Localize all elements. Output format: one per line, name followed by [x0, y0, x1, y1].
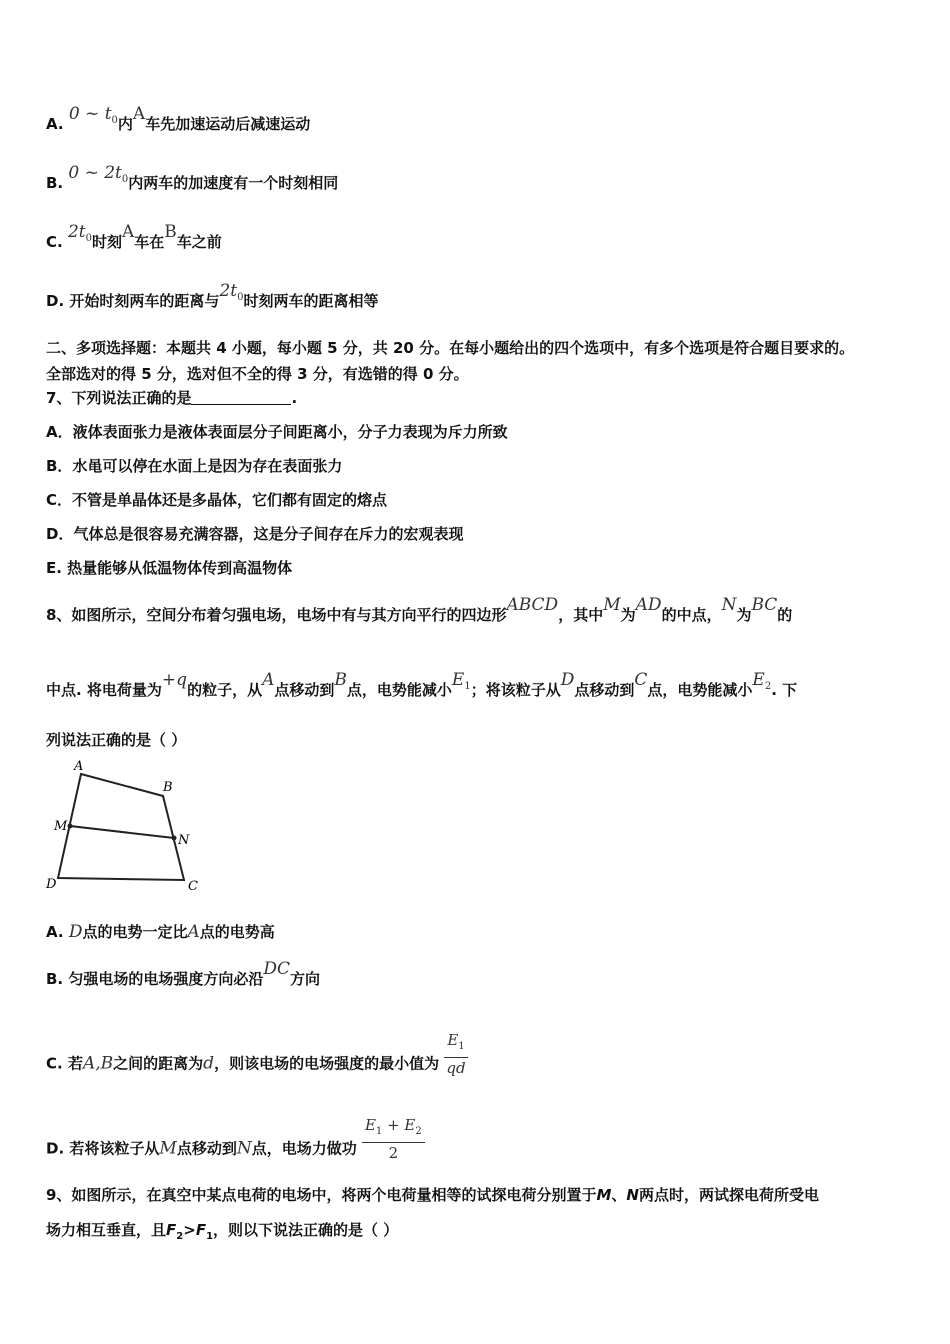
math-text: E	[404, 1116, 416, 1134]
point-m	[68, 824, 73, 829]
option-label: B.	[46, 174, 64, 192]
var-a: A	[262, 670, 275, 690]
text: >	[183, 1221, 196, 1239]
text: 内	[117, 115, 133, 133]
math-sub: 2	[764, 681, 772, 692]
section2-line2: 全部选对的得 5 分，选对但不全的得 3 分，有选错的得 0 分。	[46, 365, 469, 383]
math-sub: 2	[415, 1126, 422, 1137]
math-sub: 0	[111, 115, 118, 126]
math-2t0	[219, 281, 244, 303]
text: 7、下列说法正确的是	[46, 389, 192, 407]
math-text: E	[752, 670, 765, 690]
label-n: N	[178, 833, 190, 848]
q7-option-b: B．水黾可以停在水面上是因为存在表面张力	[46, 457, 343, 475]
math-0-t0	[68, 104, 118, 126]
segment-mn	[70, 826, 174, 838]
label-b: B	[163, 780, 173, 795]
text: 车之前	[176, 233, 222, 251]
text: 点，电势能减小	[647, 681, 753, 699]
quadrilateral-figure	[40, 758, 210, 898]
point-n	[172, 836, 177, 841]
fraction-e1-plus-e2-over-2	[362, 1115, 425, 1163]
var-ad: AD	[635, 595, 662, 615]
var-dc: DC	[263, 959, 291, 979]
text: ；将该粒子从	[470, 681, 561, 699]
text: 8、如图所示，空间分布着匀强电场，电场中有与其方向平行的四边形	[46, 606, 507, 624]
math-text: 0 ~ t	[68, 104, 112, 124]
text: 开始时刻两车的距离与	[69, 292, 220, 310]
var-b: B	[334, 670, 347, 690]
text: 车在	[134, 233, 165, 251]
text: 点，电场力做功	[251, 1139, 357, 1158]
fraction-e1-qd	[444, 1030, 467, 1078]
text: . 下	[771, 681, 798, 699]
var-n: N	[236, 1138, 252, 1159]
text: 若将该粒子从	[69, 1139, 160, 1158]
text: 的粒子，从	[187, 681, 263, 699]
math-e1	[451, 670, 471, 692]
math-sub: 1	[458, 1041, 465, 1052]
q7-option-c: C．不管是单晶体还是多晶体，它们都有固定的熔点	[46, 491, 388, 509]
var-d: d	[203, 1053, 215, 1074]
text: 9、如图所示，在真空中某点电荷的电场中，将两个电荷量相等的试探电荷分别置于	[46, 1186, 597, 1204]
var-m: M	[159, 1138, 177, 1159]
var-c: C	[634, 670, 648, 690]
q8-option-a	[46, 922, 275, 942]
text: 为	[736, 606, 752, 624]
var-ab: A,B	[82, 1053, 114, 1074]
var-n: N	[721, 595, 737, 615]
math-text: 2t	[67, 222, 86, 242]
math-sub: 0	[237, 292, 244, 303]
option-label: A.	[46, 115, 64, 133]
math-text: E	[447, 1031, 459, 1049]
var-f1: F	[195, 1221, 207, 1239]
text: ，其中	[558, 606, 604, 624]
var-q: +q	[161, 670, 188, 690]
label-m: M	[54, 819, 68, 834]
label-a: A	[74, 759, 84, 774]
q8-option-b	[46, 959, 321, 989]
plus-sign: +	[382, 1116, 405, 1134]
text: 若	[67, 1054, 83, 1073]
var-a: A	[132, 104, 146, 124]
math-0-2t0	[68, 163, 129, 185]
q7-option-d: D．气体总是很容易充满容器，这是分子间存在斥力的宏观表现	[46, 525, 464, 543]
text: 点的电势一定比	[82, 923, 188, 941]
option-label: D.	[46, 1139, 65, 1158]
numerator	[444, 1030, 467, 1058]
math-sub: 0	[121, 174, 129, 185]
denominator: 2	[388, 1144, 399, 1162]
option-label: D.	[46, 292, 65, 310]
var-n: N	[626, 1186, 639, 1204]
math-sub: 2	[176, 1231, 184, 1242]
q6-option-a	[46, 104, 311, 141]
text: 点的电势高	[199, 923, 275, 941]
var-m: M	[603, 595, 621, 615]
q7-stem	[46, 388, 297, 408]
q6-option-d	[46, 281, 379, 318]
text: 、	[611, 1186, 627, 1204]
text: 的	[777, 606, 793, 624]
option-label: C.	[46, 233, 63, 251]
var-f2: F	[166, 1221, 177, 1239]
q6-option-b	[46, 163, 339, 200]
math-text: E	[364, 1116, 376, 1134]
option-label: B.	[46, 970, 64, 988]
var-d: D	[560, 670, 575, 690]
text: 的中点，	[661, 606, 722, 624]
q6-option-c	[46, 222, 222, 259]
q7-option-e: E. 热量能够从低温物体传到高温物体	[46, 559, 293, 577]
q9-stem-line2	[46, 1220, 398, 1247]
text: 之间的距离为	[113, 1054, 204, 1073]
math-2t0	[67, 222, 92, 244]
q8-option-d	[46, 1116, 425, 1173]
q7-option-a: A．液体表面张力是液体表面层分子间距离小，分子力表现为斥力所致	[46, 423, 508, 441]
text: 两点时，两试探电荷所受电	[638, 1186, 819, 1204]
denominator: qd	[446, 1059, 466, 1077]
q9-stem-line1	[46, 1185, 819, 1205]
q8-option-c	[46, 1031, 468, 1088]
math-sub: 1	[464, 681, 471, 692]
q8-stem-line1	[46, 595, 793, 625]
math-sub: 1	[206, 1231, 214, 1242]
text: 点，电势能减小	[346, 681, 452, 699]
q8-stem-line2	[46, 670, 798, 707]
text: 为	[620, 606, 636, 624]
var-m: M	[596, 1186, 612, 1204]
text: 点移动到	[176, 1139, 237, 1158]
option-label: A.	[46, 923, 64, 941]
text: 时刻	[91, 233, 122, 251]
text: 点移动到	[274, 681, 335, 699]
text: 场力相互垂直，且	[46, 1221, 167, 1239]
math-text: 0 ~ 2t	[68, 163, 122, 183]
text: 车先加速运动后减速运动	[145, 115, 311, 133]
label-d: D	[46, 877, 57, 892]
var-d: D	[68, 922, 83, 942]
math-text: E	[451, 670, 465, 690]
text: 方向	[290, 970, 321, 988]
text: ，则以下说法正确的是（ ）	[213, 1221, 399, 1239]
q8-stem-line3: 列说法正确的是（ ）	[46, 731, 187, 749]
answer-blank	[191, 390, 291, 405]
var-a: A	[187, 922, 200, 942]
text: 时刻两车的距离相等	[243, 292, 379, 310]
math-text: 2t	[219, 281, 238, 301]
var-bc: BC	[751, 595, 778, 615]
option-label: C.	[46, 1054, 63, 1073]
math-sub: 1	[375, 1126, 383, 1137]
math-sub: 0	[85, 233, 92, 244]
var-abcd: ABCD	[506, 595, 559, 615]
var-a: A	[122, 222, 135, 242]
section2-line1: 二、多项选择题：本题共 4 小题，每小题 5 分，共 20 分。在每小题给出的四个选项中，有多个选项是符合题目要求的。	[46, 339, 855, 357]
text: 点移动到	[574, 681, 635, 699]
var-b: B	[164, 222, 177, 242]
text: .	[291, 389, 298, 407]
text: 内两车的加速度有一个时刻相同	[128, 174, 339, 192]
text: ，则该电场的电场强度的最小值为	[214, 1054, 440, 1073]
label-c: C	[188, 879, 198, 894]
text: 匀强电场的电场强度方向必沿	[68, 970, 264, 988]
numerator	[362, 1115, 425, 1143]
math-e2	[752, 670, 772, 692]
text: 中点. 将电荷量为	[46, 681, 162, 699]
